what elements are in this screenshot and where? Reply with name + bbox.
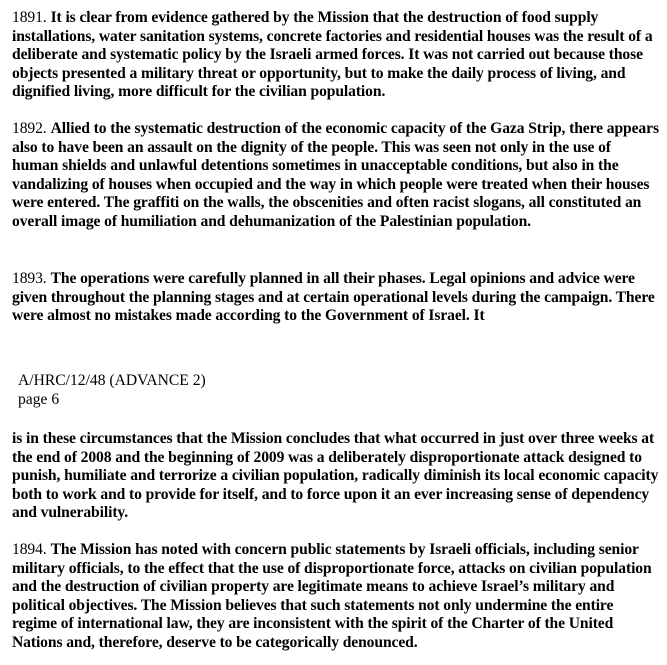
document-symbol: A/HRC/12/48 (ADVANCE 2) <box>18 372 206 389</box>
paragraph-1892 <box>12 120 660 231</box>
paragraph-text: Allied to the systematic destruction of the economic capacity of the Gaza Strip, there appears also to have been an assault on the dignity of the people. This was seen not only in the use of human shields and unlawful detentions sometimes in unacceptable conditions, but also in the vandalizing of houses when occupied and the way in which people were treated when their houses were entered. The graffiti on the walls, the obscenities and often racist slogans, all constituted an overall image of humiliation and dehumanization of the Palestinian population. <box>12 120 659 230</box>
page-number: page 6 <box>18 390 60 408</box>
paragraph-1894 <box>12 541 660 652</box>
paragraph-number: 1892. <box>12 120 47 137</box>
paragraph-text: The Mission has noted with concern public statements by Israeli officials, including senior military officials, to the effect that the use of disproportionate force, attacks on civilian population and the destruction of civilian property are legitimate means to achieve Israel’s military and political objectives. The Mission believes that such statements not only undermine the entire regime of international law, they are inconsistent with the spirit of the Charter of the United Nations and, therefore, deserve to be categorically denounced. <box>12 541 652 651</box>
paragraph-number: 1894. <box>12 541 47 558</box>
paragraph-1893 <box>12 270 660 326</box>
paragraph-number: 1891. <box>12 9 47 26</box>
paragraph-1893-continuation <box>12 430 660 523</box>
page-header <box>18 372 206 409</box>
paragraph-number: 1893. <box>12 270 47 287</box>
paragraph-1891 <box>12 9 660 102</box>
paragraph-text: It is clear from evidence gathered by the Mission that the destruction of food supply installations, water sanitation systems, concrete factories and residential houses was the result of a deliberate and systematic policy by the Israeli armed forces. It was not carried out because those objects presented a military threat or opportunity, but to make the daily process of living, and dignified living, more difficult for the civilian population. <box>12 9 653 100</box>
paragraph-text: is in these circumstances that the Mission concludes that what occurred in just over three weeks at the end of 2008 and the beginning of 2009 was a deliberately disproportionate attack designed to punish, humiliate and terrorize a civilian population, radically diminish its local economic capacity both to work and to provide for itself, and to force upon it an ever increasing sense of dependency and vulnerability. <box>12 430 659 521</box>
paragraph-text: The operations were carefully planned in all their phases. Legal opinions and advice were given throughout the planning stages and at certain operational levels during the campaign. There were almost no mistakes made according to the Government of Israel. It <box>12 270 655 324</box>
